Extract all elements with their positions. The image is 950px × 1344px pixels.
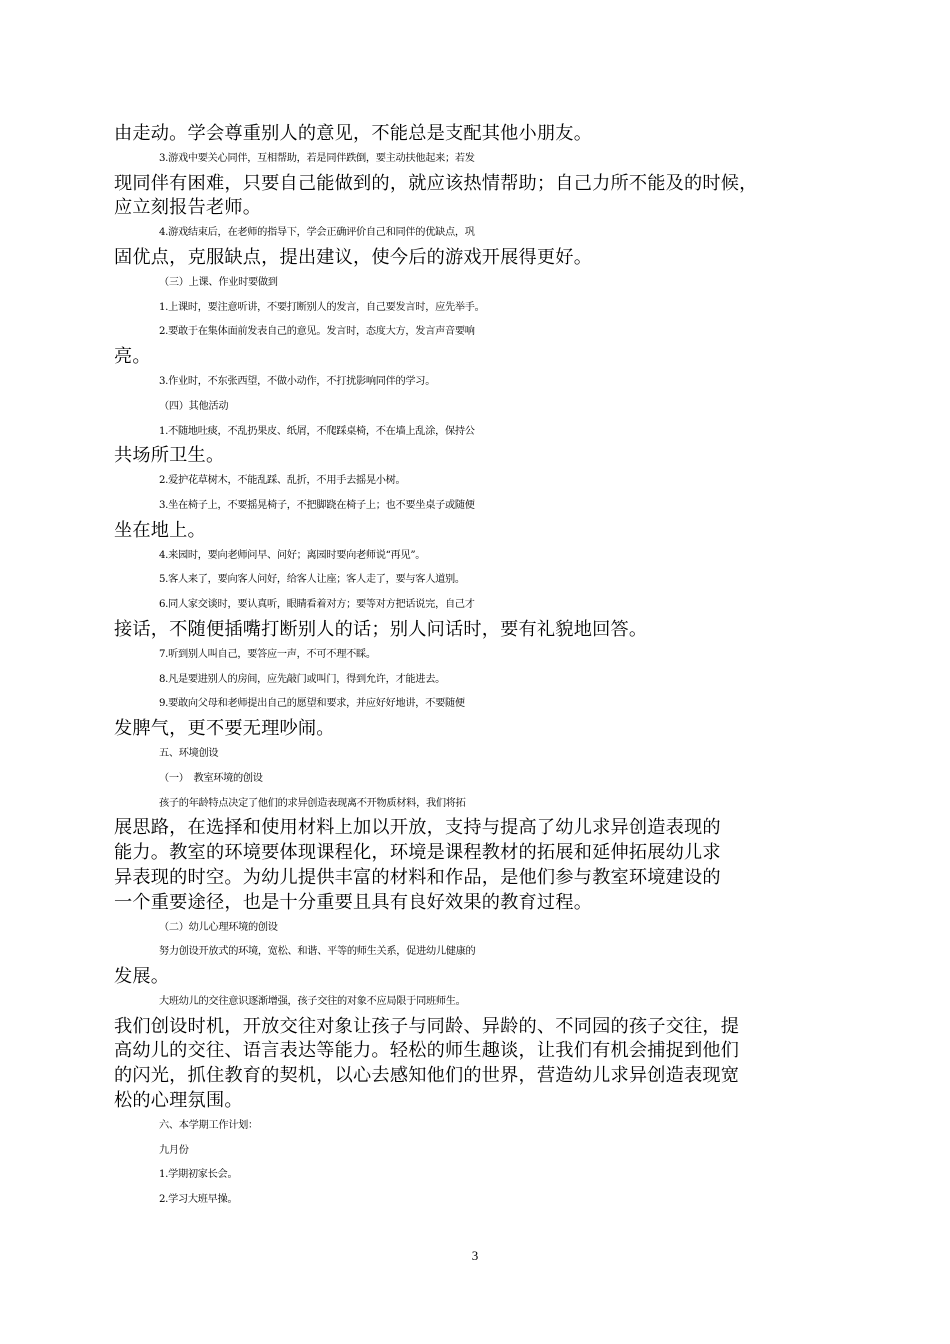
text-line: 6.同人家交谈时，要认真听，眼睛看着对方；要等对方把话说完，自己才 (159, 599, 475, 611)
text-line: 大班幼儿的交往意识逐渐增强，孩子交往的对象不应局限于同班师生。 (159, 995, 466, 1007)
text-line: 3.坐在椅子上，不要摇晃椅子，不把脚跷在椅子上；也不要坐桌子或随便 (159, 499, 475, 511)
text-line: 异表现的时空。为幼儿提供丰富的材料和作品，是他们参与教室环境建设的 (114, 866, 721, 888)
text-line: 1.学期初家长会。 (159, 1169, 238, 1181)
document-body (114, 122, 848, 1213)
text-line: 4.来园时，要向老师问早、问好；离园时要向老师说“再见”。 (159, 549, 426, 561)
text-line: 1.上课时，要注意听讲，不要打断别人的发言，自己要发言时，应先举手。 (159, 301, 485, 313)
text-line: 的闪光，抓住教育的契机，以心去感知他们的世界，营造幼儿求异创造表现宽 (114, 1065, 740, 1087)
text-line: （一） 教室环境的创设 (159, 772, 263, 784)
text-line: 我们创设时机，开放交往对象让孩子与同龄、异龄的、不同园的孩子交往，提 (114, 1015, 740, 1037)
text-line: 六、本学期工作计划： (159, 1119, 258, 1131)
text-line: （二）幼儿心理环境的创设 (159, 921, 278, 933)
text-line: 接话，不随便插嘴打断别人的话；别人问话时，要有礼貌地回答。 (114, 618, 648, 640)
text-line: 发展。 (114, 966, 170, 988)
text-line: 2.学习大班早操。 (159, 1194, 238, 1206)
text-line: 高幼儿的交往、语言表达等能力。轻松的师生趣谈，让我们有机会捕捉到他们 (114, 1040, 740, 1062)
text-line: 4.游戏结束后，在老师的指导下，学会正确评价自己和同伴的优缺点，巩 (159, 227, 475, 239)
text-line: 亮。 (114, 346, 151, 368)
text-line: 5.客人来了，要向客人问好，给客人让座；客人走了，要与客人道别。 (159, 574, 465, 586)
text-line: 五、环境创设 (159, 747, 219, 759)
text-line: 孩子的年龄特点决定了他们的求异创造表现离不开物质材料，我们将拓 (159, 797, 466, 809)
page-number: 3 (471, 1248, 479, 1263)
text-line: 能力。教室的环境要体现课程化，环境是课程教材的拓展和延伸拓展幼儿求 (114, 842, 721, 864)
text-line: 现同伴有困难，只要自己能做到的，就应该热情帮助；自己力所不能及的时候， (114, 172, 758, 194)
text-line: 2.要敢于在集体面前发表自己的意见。发言时，态度大方，发言声音要响 (159, 326, 475, 338)
text-line: 发脾气，更不要无理吵闹。 (114, 718, 335, 740)
text-line: 共场所卫生。 (114, 445, 225, 467)
text-line: 3.游戏中要关心同伴，互相帮助，若是同伴跌倒，要主动扶他起来；若发 (159, 152, 475, 164)
text-line: 松的心理氛围。 (114, 1090, 243, 1112)
text-line: 由走动。学会尊重别人的意见，不能总是支配其他小朋友。 (114, 123, 593, 144)
text-line: （三）上课、作业时要做到 (159, 276, 278, 288)
text-line: 7.听到别人叫自己，要答应一声，不可不理不睬。 (159, 648, 376, 660)
text-line: 2.爱护花草树木，不能乱踩、乱折，不用手去摇晃小树。 (159, 475, 406, 487)
text-line: 坐在地上。 (114, 519, 206, 541)
text-line: 努力创设开放式的环境，宽松、和谐、平等的师生关系，促进幼儿健康的 (159, 946, 476, 958)
text-line: 1.不随地吐痰，不乱扔果皮、纸屑，不爬踩桌椅，不在墙上乱涂，保持公 (159, 425, 475, 437)
text-line: 九月份 (159, 1144, 189, 1156)
text-line: 一个重要途径，也是十分重要且具有良好效果的教育过程。 (114, 891, 593, 913)
text-line: 3.作业时，不东张西望，不做小动作，不打扰影响同伴的学习。 (159, 375, 436, 387)
text-line: 8.凡是要进别人的房间，应先敲门或叫门，得到允许，才能进去。 (159, 673, 445, 685)
text-line: 展思路，在选择和使用材料上加以开放，支持与提高了幼儿求异创造表现的 (114, 817, 721, 839)
text-line: 9.要敢向父母和老师提出自己的愿望和要求，并应好好地讲，不要随便 (159, 698, 465, 710)
text-line: （四）其他活动 (159, 400, 229, 412)
text-line: 应立刻报告老师。 (114, 197, 262, 219)
text-line: 固优点，克服缺点，提出建议，使今后的游戏开展得更好。 (114, 246, 593, 268)
